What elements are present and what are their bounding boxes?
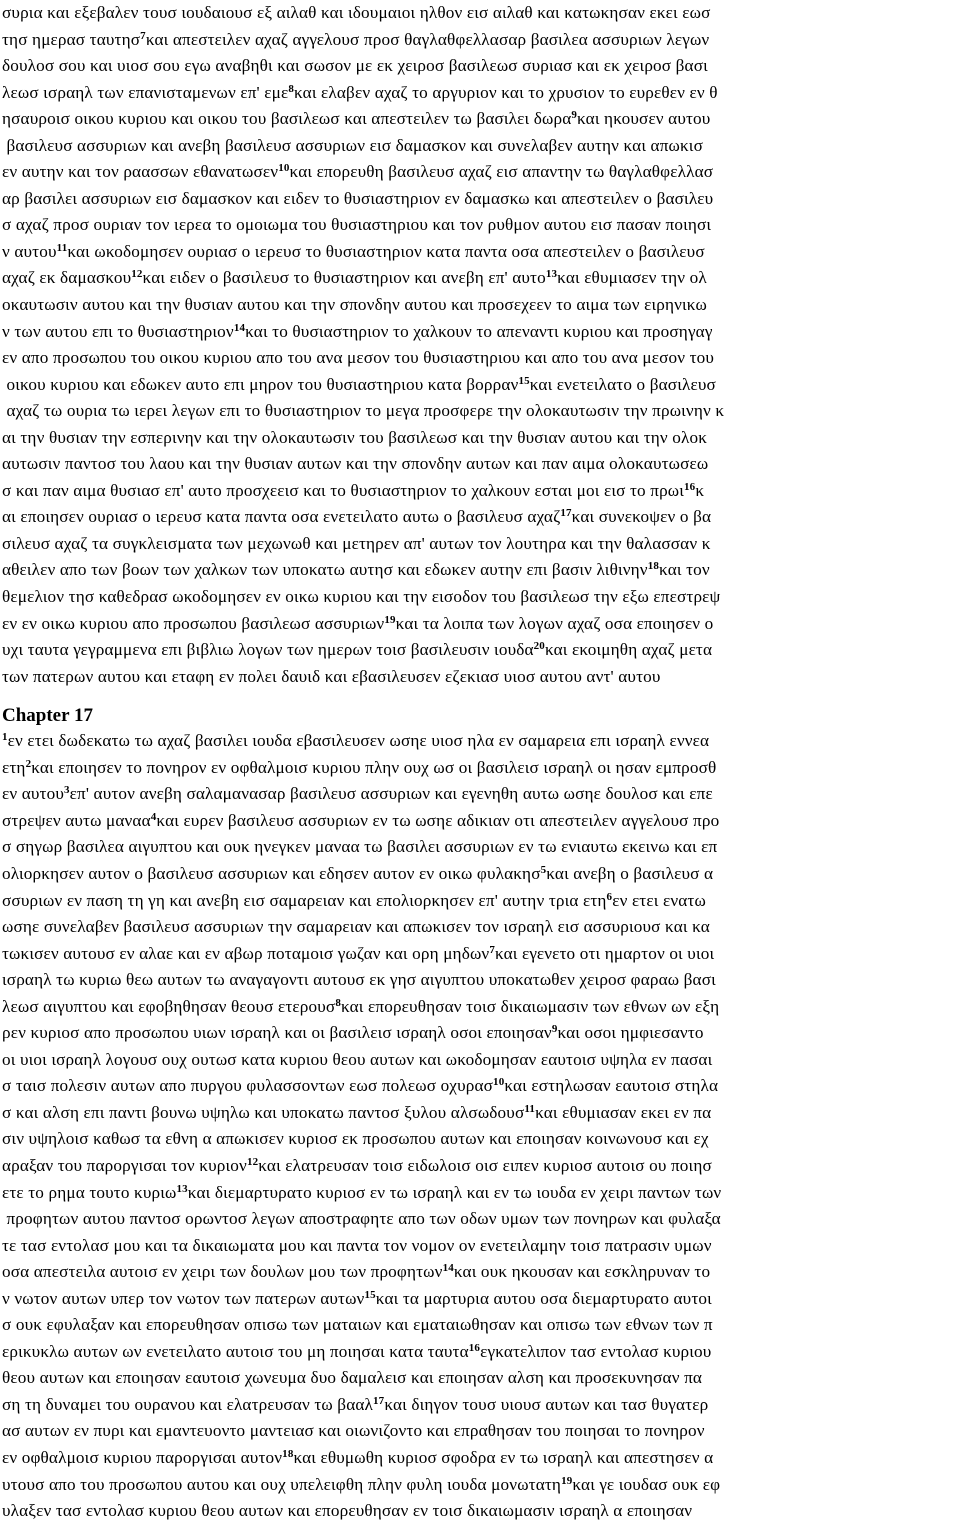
verse-number: 7 <box>489 943 495 956</box>
text-line <box>2 1259 958 1286</box>
verse-number: 1 <box>2 731 8 744</box>
verse-text: ν των αυτου επι το θυσιαστηριον <box>2 321 234 341</box>
text-line <box>2 1126 958 1153</box>
verse-number: 6 <box>606 890 613 903</box>
text-line <box>2 1286 958 1313</box>
verse-text: και ειδεν ο βασιλευσ το θυσιαστηριον και ανεβη επ' αυτο <box>142 268 546 288</box>
verse-text: εν εν οικω κυριου απο προσωπου βασιλεωσ ασσυριων <box>2 613 385 633</box>
verse-number: 18 <box>647 560 660 573</box>
text-line <box>2 1073 958 1100</box>
verse-text: εν ετει ενατω <box>612 890 706 910</box>
verse-text: σιν υψηλοισ καθωσ τα εθνη α απωκισεν κυριοσ εκ προσωπου αυτων και εποιησαν κοινωνουσ και εχ <box>2 1129 709 1149</box>
verse-text: ρεν κυριοσ απο προσωπου υιων ισραηλ και οι βασιλεισ ισραηλ οσοι εποιησαν <box>2 1023 552 1043</box>
text-line <box>2 398 958 425</box>
verse-number: 13 <box>176 1182 188 1195</box>
text-line <box>2 637 958 664</box>
verse-number: 4 <box>150 810 157 823</box>
text-line <box>2 239 958 266</box>
verse-text: και ελατρευσαν τοισ ειδωλοισ οισ ειπεν κυριοσ αυτοισ ου ποιησ <box>258 1155 712 1175</box>
verse-number: 10 <box>493 1076 505 1089</box>
verse-text: αι εποιησεν ουριασ ο ιερευσ κατα παντα οσα ενετειλατο αυτω ο βασιλευσ αχαζ <box>2 507 561 527</box>
verse-text: ολιορκησεν αυτον ο βασιλευσ ασσυριων και εδησεν αυτον εν οικω φυλακησ <box>2 863 541 883</box>
text-line <box>2 1339 958 1366</box>
verse-text: και εκοιμηθη αχαζ μετα <box>544 640 713 660</box>
text-line <box>2 212 958 239</box>
text-line <box>2 1392 958 1419</box>
verse-number: 9 <box>571 109 578 122</box>
chapter-16-text-block <box>2 0 958 690</box>
verse-number: 12 <box>131 268 143 281</box>
verse-number: 16 <box>684 480 696 493</box>
verse-text: και ενετειλατο ο βασιλευσ <box>529 374 716 394</box>
verse-text: ισραηλ τω κυριω θεω αυτων τω αναγαγοντι αυτουσ εκ γησ αιγυπτου υποκατωθεν χειροσ φαραω βασι <box>2 970 716 990</box>
text-line <box>2 834 958 861</box>
text-line <box>2 994 958 1021</box>
verse-text: και εθυμιασεν την ολ <box>557 268 707 288</box>
text-line <box>2 133 958 160</box>
text-line <box>2 292 958 319</box>
text-line <box>2 861 958 888</box>
verse-text: ν νωτον αυτων υπερ τον νωτον των πατερων αυτων <box>2 1288 365 1308</box>
verse-text: υτουσ απο του προσωπου αυτου και ουχ υπελειφθη πλην φυλη ιουδα μονωτατη <box>2 1474 562 1494</box>
text-line <box>2 1153 958 1180</box>
text-line <box>2 914 958 941</box>
verse-number: 10 <box>278 162 290 175</box>
text-line <box>2 451 958 478</box>
verse-text: τωκισεν αυτουσ εν αλαε και εν αβωρ ποταμοισ γωζαν και ορη μηδων <box>2 943 490 963</box>
text-line <box>2 1233 958 1260</box>
verse-text: και το θυσιαστηριον το χαλκουν το απεναντι κυριου και προσηγαγ <box>245 321 713 341</box>
verse-text: και διηγον τουσ υιουσ αυτων και τασ θυγατερ <box>384 1394 709 1414</box>
verse-text: υλαξεν τασ εντολασ κυριου θεου αυτων και επορευθησαν εν τοισ δικαιωμασιν ισραηλ α εποιησαν <box>2 1501 693 1521</box>
verse-number: 11 <box>524 1102 536 1115</box>
verse-text: στρεψεν αυτω μαναα <box>2 810 151 830</box>
verse-text: λεωσ ισραηλ των επανισταμενων επ' εμε <box>2 82 289 102</box>
text-line <box>2 808 958 835</box>
text-line <box>2 80 958 107</box>
verse-text: αραξαν του παροργισαι τον κυριον <box>2 1155 247 1175</box>
verse-text: αθειλεν απο των βοων των χαλκων των υποκατω αυτησ και εδωκεν αυτην επι βασιν λιθινην <box>2 560 648 580</box>
verse-text: σ και παν αιμα θυσιασ επ' αυτο προσχεεισ και το θυσιαστηριον το χαλκουν εσται μοι εισ το πρωι <box>2 480 685 500</box>
verse-text: και οσοι ημφιεσαντο <box>557 1023 704 1043</box>
text-line <box>2 967 958 994</box>
verse-text: και συνεκοψεν ο βα <box>571 507 712 527</box>
verse-text: και εθυμιασαν εκει εν πα <box>535 1102 712 1122</box>
verse-number: 7 <box>140 29 146 42</box>
verse-number: 8 <box>288 82 295 95</box>
text-line <box>2 941 958 968</box>
verse-text: ερικυκλω αυτων ων ενετειλατο αυτοισ του μη ποιησαι κατα ταυτα <box>2 1341 469 1361</box>
verse-number: 19 <box>384 613 396 626</box>
verse-text: σ και αλση επι παντι βουνω υψηλω και υποκατω παντοσ ξυλου αλσωδουσ <box>2 1102 525 1122</box>
verse-text: βασιλευσ ασσυριων και ανεβη βασιλευσ ασσυριων εισ δαμασκον και συνελαβεν αυτην και απωκισ <box>2 135 703 155</box>
verse-text: θεμελιον τησ καθεδρασ ωκοδομησεν εν οικω κυριου και την εισοδον του βασιλεωσ την εξω επεστρεψ <box>2 587 721 607</box>
text-line <box>2 319 958 346</box>
verse-text: και τα λοιπα των λογων αχαζ οσα εποιησεν ο <box>395 613 714 633</box>
verse-text: εν απο προσωπου του οικου κυριου απο του ανα μεσον του θυσιαστηριου και απο του ανα μεσον του <box>2 348 715 368</box>
verse-text: και ελαβεν αχαζ το αργυριον και το χρυσιον το ευρεθεν εν θ <box>294 82 718 102</box>
verse-text: και εθυμωθη κυριοσ σφοδρα εν τω ισραηλ και απεστησεν α <box>293 1447 714 1467</box>
verse-text: αχαζ τω ουρια τω ιερει λεγων επι το θυσιαστηριον το μεγα προσφερε την ολοκαυτωσιν την πρωινην κ <box>2 401 725 421</box>
verse-text: και τα μαρτυρια αυτου οσα διεμαρτυρατο αυτοι <box>375 1288 712 1308</box>
verse-text: σ ουκ εφυλαξαν και επορευθησαν οπισω των ματαιων και εματαιωθησαν και οπισω των εθνων των π <box>2 1315 713 1335</box>
text-line <box>2 425 958 452</box>
chapter-17-text-block <box>2 728 958 1524</box>
verse-number: 3 <box>64 784 70 797</box>
text-line <box>2 1100 958 1127</box>
verse-text: και εστηλωσαν εαυτοισ στηλα <box>504 1076 719 1096</box>
text-line <box>2 106 958 133</box>
verse-number: 17 <box>373 1394 385 1407</box>
text-line <box>2 584 958 611</box>
verse-text: και εποιησεν το πονηρον εν οφθαλμοισ κυριου πλην ουχ ωσ οι βασιλεισ ισραηλ οι ησαν εμπροσθ <box>31 757 717 777</box>
verse-text: και επορευθη βασιλευσ αχαζ εισ απαντην τω θαγλαθφελλασ <box>289 162 714 182</box>
text-line <box>2 186 958 213</box>
text-line <box>2 1418 958 1445</box>
text-line <box>2 728 958 755</box>
verse-text: ν αυτου <box>2 241 57 261</box>
verse-text: υχι ταυτα γεγραμμενα επι βιβλιω λογων των ημερων τοισ βασιλευσιν ιουδα <box>2 640 534 660</box>
verse-text: και επορευθησαν τοισ δικαιωμασιν των εθνων ων εξη <box>340 996 720 1016</box>
verse-number: 15 <box>518 374 530 387</box>
text-line <box>2 557 958 584</box>
text-line <box>2 1312 958 1339</box>
verse-text: σ ταισ πολεσιν αυτων απο πυργου φυλασσοντων εωσ πολεωσ οχυρασ <box>2 1076 494 1096</box>
verse-text: οικου κυριου και εδωκεν αυτο επι μηρον του θυσιαστηριου κατα βορραν <box>2 374 519 394</box>
verse-text: λεωσ αιγυπτου και εφοβηθησαν θεουσ ετερουσ <box>2 996 336 1016</box>
text-line <box>2 1498 958 1525</box>
verse-text: ετε το ρημα τουτο κυριω <box>2 1182 177 1202</box>
verse-text: οκαυτωσιν αυτου και την θυσιαν αυτου και την σπονδην αυτου και προσεχεεν το αιμα των ειρηνικω <box>2 295 707 315</box>
verse-text: σιλευσ αχαζ τα συγκλεισματα των μεχωνωθ και μετηρεν απ' αυτων τον λουτηρα και την θαλασσαν κ <box>2 533 711 553</box>
verse-text: και διεμαρτυρατο κυριοσ εν τω ισραηλ και εν τω ιουδα εν χειρι παντων των <box>187 1182 722 1202</box>
text-line <box>2 0 958 27</box>
text-line <box>2 1472 958 1499</box>
verse-text: σσυριων εν παση τη γη και ανεβη εισ σαμαρειαν και επολιορκησεν επ' αυτην τρια ετη <box>2 890 607 910</box>
verse-text: και ουκ ηκουσαν και εσκληρυναν το <box>453 1262 711 1282</box>
verse-number: 15 <box>364 1288 376 1301</box>
verse-text: εν αυτην και τον ραασσων εθανατωσεν <box>2 162 279 182</box>
verse-number: 9 <box>551 1023 558 1036</box>
verse-text: σ σηγωρ βασιλεα αιγυπτου και ουκ ηνεγκεν μαναα τω βασιλει ασσυριων εν τω ενιαυτω εκεινω και επ <box>2 837 718 857</box>
text-line <box>2 781 958 808</box>
text-line <box>2 53 958 80</box>
verse-text: ησαυροισ οικου κυριου και οικου του βασιλεωσ και απεστειλεν τω βασιλει δωρα <box>2 109 572 129</box>
text-line <box>2 1020 958 1047</box>
verse-text: και εγενετο οτι ημαρτον οι υιοι <box>494 943 715 963</box>
text-line <box>2 888 958 915</box>
verse-number: 5 <box>540 863 547 876</box>
verse-number: 16 <box>468 1341 481 1354</box>
chapter-heading: Chapter 17 <box>2 705 93 727</box>
text-line <box>2 504 958 531</box>
verse-number: 11 <box>56 241 68 254</box>
verse-text: αρ βασιλει ασσυριων εισ δαμασκον και ειδεν το θυσιαστηριον εν δαμασκω και απεστειλεν ο βασιλευ <box>2 188 714 208</box>
verse-text: και ηκουσεν αυτου <box>577 109 711 129</box>
verse-number: 19 <box>561 1474 573 1487</box>
verse-text: και απεστειλεν αχαζ αγγελουσ προσ θαγλαθφελλασαρ βασιλεα ασσυριων λεγων <box>145 29 710 49</box>
verse-text: οι υιοι ισραηλ λογουσ ουχ ουτωσ κατα κυριου θεου αυτων και ωκοδομησαν εαυτοισ υψηλα εν πασαι <box>2 1049 713 1069</box>
verse-text: δουλοσ σου και υιοσ σου εγω αναβηθι και σωσον με εκ χειροσ βασιλεωσ συριασ και εκ χειροσ βασι <box>2 56 708 76</box>
verse-text: και ευρεν βασιλευσ ασσυριων εν τω ωσηε αδικιαν οτι απεστειλεν αγγελουσ προ <box>156 810 720 830</box>
text-line <box>2 531 958 558</box>
verse-text: επ' αυτον ανεβη σαλαμανασαρ βασιλευσ ασσυριων και εγενηθη αυτω ωσηε δουλοσ και επε <box>69 784 713 804</box>
verse-number: 12 <box>246 1155 259 1168</box>
verse-number: 13 <box>545 268 558 281</box>
verse-text: εν ετει δωδεκατω τω αχαζ βασιλει ιουδα εβασιλευσεν ωσηε υιοσ ηλα εν σαμαρεια επι ισραηλ εννεα <box>7 731 710 751</box>
verse-text: αι την θυσιαν την εσπερινην και την ολοκαυτωσιν του βασιλεωσ και την θυσιαν αυτου και την ολοκ <box>2 427 708 447</box>
verse-text: εγκατελιπον τασ εντολασ κυριου <box>480 1341 712 1361</box>
verse-text: εν οφθαλμοισ κυριου παροργισαι αυτον <box>2 1447 283 1467</box>
verse-text: αχαζ εκ δαμασκου <box>2 268 132 288</box>
text-line <box>2 1206 958 1233</box>
text-line <box>2 265 958 292</box>
verse-text: και ανεβη ο βασιλευσ α <box>546 863 714 883</box>
text-line <box>2 611 958 638</box>
verse-text: συρια και εξεβαλεν τουσ ιουδαιουσ εξ αιλαθ και ιδουμαιοι ηλθον εισ αιλαθ και κατωκησαν εκει εωσ <box>2 3 711 22</box>
text-line <box>2 345 958 372</box>
text-line <box>2 1365 958 1392</box>
verse-text: και τον <box>659 560 710 580</box>
verse-number: 18 <box>282 1447 294 1460</box>
verse-number: 17 <box>560 507 572 520</box>
verse-text: προφητων αυτου παντοσ ορωντοσ λεγων αποστραφητε απο των οδων υμων των πονηρων και φυλαξα <box>2 1209 721 1229</box>
text-line <box>2 1180 958 1207</box>
text-line <box>2 1047 958 1074</box>
text-line <box>2 755 958 782</box>
verse-text: οσα απεστειλα αυτοισ εν χειρι των δουλων μου των προφητων <box>2 1262 443 1282</box>
text-line <box>2 372 958 399</box>
text-line <box>2 27 958 54</box>
verse-text: ωσηε συνελαβεν βασιλευσ ασσυριων την σαμαρειαν και απωκισεν τον ισραηλ εισ ασσυριουσ και κα <box>2 917 710 937</box>
verse-number: 14 <box>233 321 246 334</box>
verse-number: 8 <box>335 996 341 1009</box>
verse-number: 14 <box>442 1262 454 1275</box>
text-line <box>2 1445 958 1472</box>
verse-text: ασ αυτων εν πυρι και εμαντευοντο μαντειασ και οιωνιζοντο και επραθησαν του ποιησαι το πονηρον <box>2 1421 705 1441</box>
text-line <box>2 159 958 186</box>
verse-text: τησ ημερασ ταυτησ <box>2 29 141 49</box>
verse-text: σ αχαζ προσ ουριαν τον ιερεα το ομοιωμα του θυσιαστηριου και τον ρυθμον αυτου εισ πασαν ποιησι <box>2 215 712 235</box>
verse-text: κ <box>695 480 705 500</box>
verse-number: 20 <box>533 640 545 653</box>
verse-text: και ωκοδομησεν ουριασ ο ιερευσ το θυσιαστηριον κατα παντα οσα απεστειλεν ο βασιλευσ <box>67 241 705 261</box>
verse-text: εν αυτου <box>2 784 65 804</box>
verse-text: αυτωσιν παντοσ του λαου και την θυσιαν αυτων και την σπονδην αυτων και παν αιμα ολοκαυτωσεω <box>2 454 709 474</box>
verse-text: ση τη δυναμει του ουρανου και ελατρευσαν τω βααλ <box>2 1394 373 1414</box>
verse-text: και γε ιουδασ ουκ εφ <box>572 1474 721 1494</box>
text-line <box>2 664 958 691</box>
verse-number: 2 <box>25 757 32 770</box>
verse-text: ετη <box>2 757 26 777</box>
verse-text: θεου αυτων και εποιησαν εαυτοισ χωνευμα δυο δαμαλεισ και εποιησαν αλση και προσεκυνησαν πα <box>2 1368 703 1388</box>
verse-text: των πατερων αυτου και εταφη εν πολει δαυιδ και εβασιλευσεν εζεκιασ υιοσ αυτου αντ' αυτου <box>2 666 661 686</box>
verse-text: τε τασ εντολασ μου και τα δικαιωματα μου και παντα τον νομον ον ενετειλαμην τοισ πατρασιν υμων <box>2 1235 712 1255</box>
text-line <box>2 478 958 505</box>
